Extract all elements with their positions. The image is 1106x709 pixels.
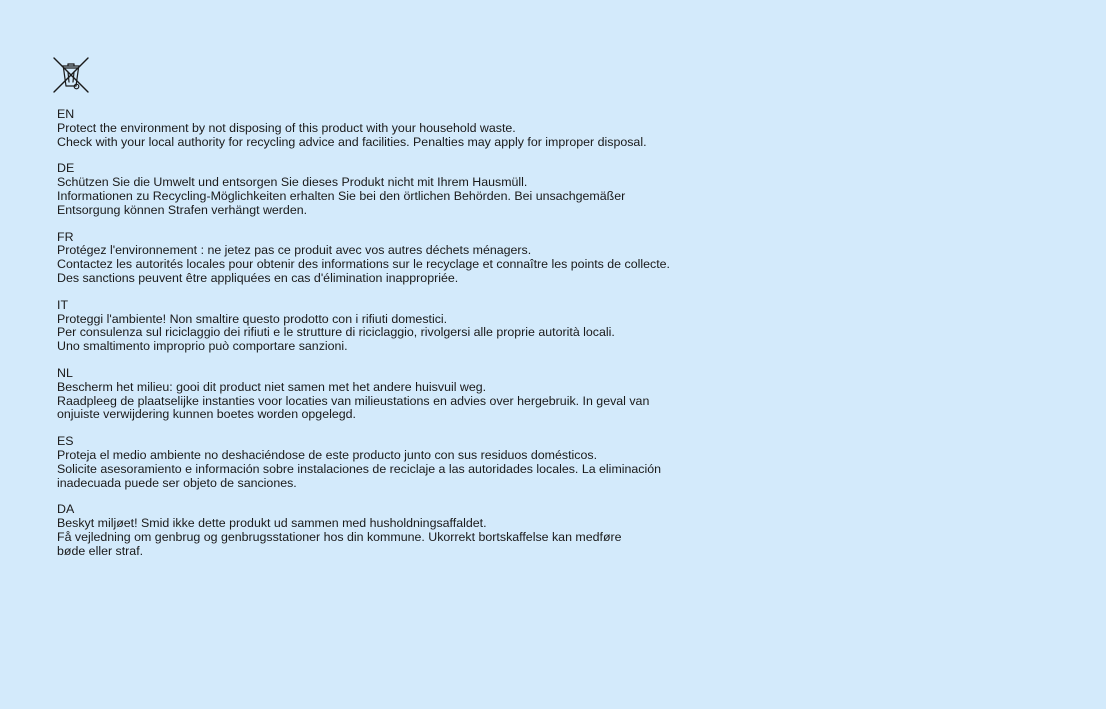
- notice-text-line: Informationen zu Recycling-Möglichkeiten erhalten Sie bei den örtlichen Behörden. Bei unsachgemäßer: [57, 188, 626, 203]
- notice-text-line: Protect the environment by not disposing of this product with your household waste.: [57, 120, 516, 135]
- language-code: NL: [57, 365, 73, 380]
- notice-text-line: Solicite asesoramiento e información sobre instalaciones de reciclaje a las autoridades locales. La eliminación: [57, 461, 662, 476]
- notice-text-line: Proteja el medio ambiente no deshaciéndose de este producto junto con sus residuos domésticos.: [57, 447, 598, 462]
- notice-text-line: Schützen Sie die Umwelt und entsorgen Sie dieses Produkt nicht mit Ihrem Hausmüll.: [57, 175, 528, 190]
- crossed-out-wheelie-bin-icon: [52, 56, 90, 94]
- notice-es: [57, 435, 757, 490]
- notice-en: [57, 108, 757, 149]
- notice-text-line: inadecuada puede ser objeto de sanciones.: [57, 475, 297, 490]
- notice-text-line: Bescherm het milieu: gooi dit product niet samen met het andere huisvuil weg.: [57, 379, 487, 394]
- language-code: EN: [57, 107, 75, 121]
- notice-text-line: Entsorgung können Strafen verhängt werden.: [57, 202, 308, 217]
- notice-text-line: Des sanctions peuvent être appliquées en cas d'élimination inappropriée.: [57, 270, 459, 285]
- language-code: ES: [57, 434, 74, 449]
- notice-text-line: onjuiste verwijdering kunnen boetes worden opgelegd.: [57, 407, 356, 422]
- notice-text-line: Proteggi l'ambiente! Non smaltire questo prodotto con i rifiuti domestici.: [57, 311, 448, 326]
- notice-text-line: Uno smaltimento improprio può comportare sanzioni.: [57, 339, 348, 354]
- notice-text-line: bøde eller straf.: [57, 543, 144, 558]
- notice-text-line: Contactez les autorités locales pour obtenir des informations sur le recyclage et connaître les points de collecte.: [57, 257, 670, 272]
- notice-text-line: Beskyt miljøet! Smid ikke dette produkt ud sammen med husholdningsaffaldet.: [57, 516, 487, 531]
- notice-de: [57, 162, 757, 217]
- language-code: DE: [57, 161, 75, 176]
- language-code: DA: [57, 502, 75, 517]
- notice-text-line: Check with your local authority for recycling advice and facilities. Penalties may apply for improper disposal.: [57, 134, 647, 149]
- notice-list: [57, 108, 757, 572]
- notice-text-line: Protégez l'environnement : ne jetez pas ce produit avec vos autres déchets ménagers.: [57, 243, 532, 258]
- notice-da: [57, 503, 757, 558]
- notice-it: [57, 299, 757, 354]
- notice-text-line: Raadpleeg de plaatselijke instanties voor locaties van milieustations en advies over hergebruik. In geval van: [57, 393, 650, 408]
- language-code: IT: [57, 297, 69, 312]
- language-code: FR: [57, 229, 74, 244]
- notice-text-line: Få vejledning om genbrug og genbrugsstationer hos din kommune. Ukorrekt bortskaffelse kan medføre: [57, 529, 622, 544]
- notice-nl: [57, 367, 757, 422]
- notice-fr: [57, 231, 757, 286]
- notice-text-line: Per consulenza sul riciclaggio dei rifiuti e le strutture di riciclaggio, rivolgersi alle proprie autorità locali.: [57, 325, 615, 340]
